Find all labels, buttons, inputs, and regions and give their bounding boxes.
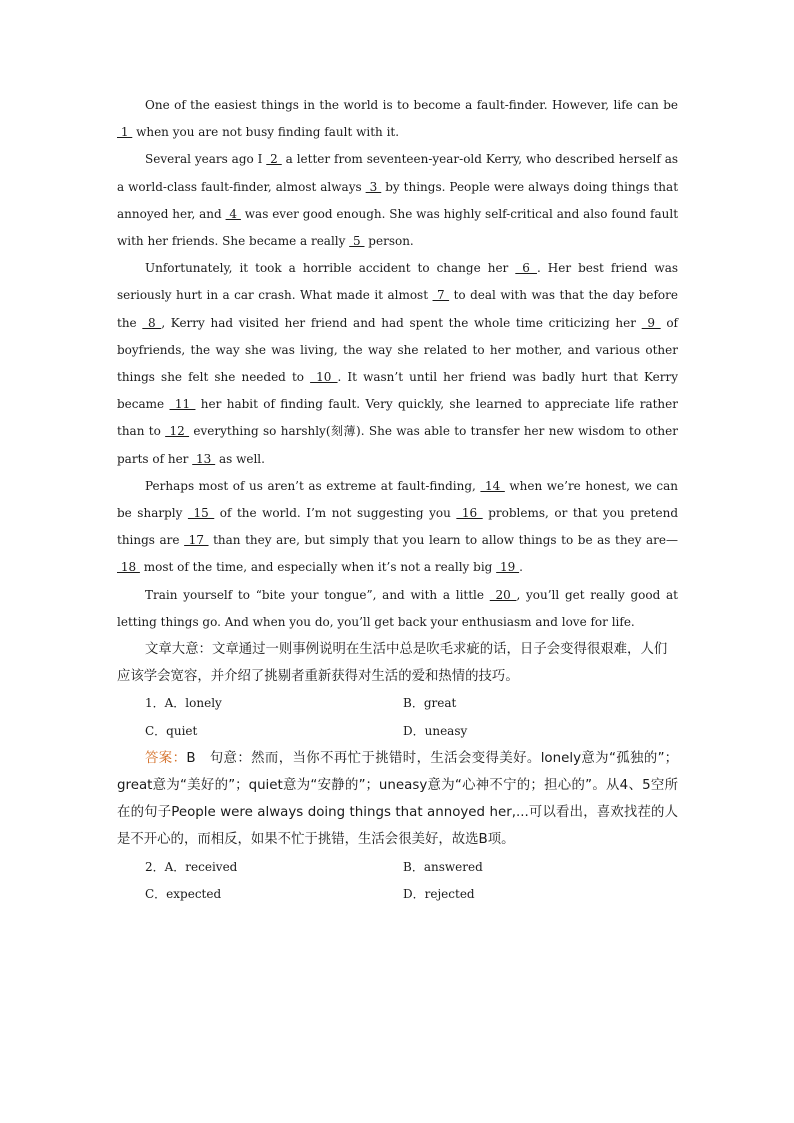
- text: everything so harshly(刻薄). She was able to transfer her new wisdom to other parts of her: [117, 424, 678, 466]
- blank-5: 5: [349, 234, 365, 249]
- passage-paragraph-4: [117, 473, 678, 582]
- text: to deal with was that the day before the: [117, 288, 678, 330]
- text: Unfortunately, it took a horrible accident to change her: [145, 261, 516, 276]
- blank-7: 7: [432, 288, 450, 303]
- text: as well.: [215, 451, 265, 466]
- text: . Her best friend was seriously hurt in a car crash. What made it almost: [117, 261, 679, 303]
- blank-3: 3: [365, 179, 382, 194]
- option-2c: C．expected: [145, 886, 222, 901]
- text: of boyfriends, the way she was living, the way she related to her mother, and various other things she felt she needed to: [117, 315, 678, 385]
- blank-9: 9: [641, 315, 661, 330]
- blank-1: 1: [117, 125, 133, 140]
- blank-16: 16: [456, 506, 483, 521]
- text: a letter from seventeen-year-old Kerry, who described herself as a world-class fault-finder, almost always: [117, 152, 679, 194]
- text: Perhaps most of us aren’t as extreme at fault-finding,: [145, 478, 481, 493]
- option-2a: 2．A．received: [145, 859, 238, 874]
- text: person.: [364, 234, 414, 249]
- question-2-options-row-1: [117, 854, 678, 881]
- option-2b: B．answered: [403, 859, 483, 874]
- text: . It wasn’t until her friend was badly hurt that Kerry became: [117, 370, 678, 412]
- passage-paragraph-1: [117, 92, 678, 146]
- text: than they are, but simply that you learn to allow things to be as they are—: [208, 533, 679, 548]
- blank-17: 17: [184, 533, 209, 548]
- answer-1: [117, 745, 678, 854]
- passage-paragraph-5: [117, 582, 678, 636]
- text: most of the time, and especially when it’s not a really big: [139, 560, 497, 575]
- blank-12: 12: [165, 424, 190, 439]
- question-2-options-row-2: [117, 881, 678, 908]
- blank-11: 11: [169, 397, 196, 412]
- text: her habit of finding fault. Very quickly, she learned to appreciate life rather than to: [117, 397, 678, 439]
- blank-8: 8: [142, 315, 162, 330]
- text: , you’ll get really good at letting things go. And when you do, you’ll get back your enthusiasm and love for life.: [117, 587, 678, 629]
- text: Several years ago I: [145, 152, 267, 167]
- text: .: [519, 560, 523, 575]
- option-1c: C．quiet: [145, 723, 198, 738]
- question-1-options-row-1: [117, 690, 678, 717]
- question-1-options-row-2: [117, 718, 678, 745]
- text: was ever good enough. She was highly self-critical and also found fault with her friends. She became a really: [117, 206, 679, 249]
- passage-paragraph-2: [117, 146, 678, 255]
- passage-paragraph-3: [117, 255, 678, 473]
- text: One of the easiest things in the world is to become a fault-finder. However, life can be: [145, 98, 678, 112]
- text: problems, or that you pretend things are: [117, 506, 679, 548]
- option-1a: 1．A．lonely: [145, 696, 222, 711]
- text: Train yourself to “bite your tongue”, and with a little: [145, 587, 490, 602]
- answer-1-text: B 句意：然而，当你不再忙于挑错时，生活会变得美好。lonely意为“孤独的”；great意为“美好的”；quiet意为“安静的”；uneasy意为“心神不宁的；担心的”。从4、5空所在的句子People were always doing things that annoyed her,...可以看出，喜欢找茬的人是不开心的，而相反，如果不忙于挑错，生活会很美好，故选B项。: [117, 750, 679, 848]
- blank-18: 18: [117, 560, 140, 575]
- answer-label: 答案：: [145, 750, 187, 766]
- text: when you are not busy finding fault with it.: [132, 125, 400, 140]
- blank-6: 6: [515, 261, 537, 276]
- blank-20: 20: [489, 587, 517, 602]
- blank-19: 19: [496, 560, 520, 575]
- option-2d: D．rejected: [403, 886, 475, 901]
- option-1d: D．uneasy: [403, 723, 468, 738]
- option-1b: B．great: [403, 696, 457, 711]
- text: when we’re honest, we can be sharply: [117, 478, 679, 521]
- blank-4: 4: [225, 206, 241, 221]
- blank-10: 10: [310, 370, 338, 385]
- blank-2: 2: [266, 152, 282, 167]
- text: of the world. I’m not suggesting you: [214, 506, 457, 521]
- blank-13: 13: [192, 451, 216, 466]
- blank-14: 14: [480, 478, 505, 493]
- content-area: [117, 92, 678, 908]
- text: by things. People were always doing things that annoyed her, and: [117, 179, 679, 221]
- text: , Kerry had visited her friend and had spent the whole time criticizing her: [161, 315, 642, 330]
- blank-15: 15: [187, 506, 215, 521]
- article-summary: 文章大意：文章通过一则事例说明在生活中总是吹毛求疵的话，日子会变得很艰难，人们应该学会宽容，并介绍了挑剔者重新获得对生活的爱和热情的技巧。: [117, 642, 668, 685]
